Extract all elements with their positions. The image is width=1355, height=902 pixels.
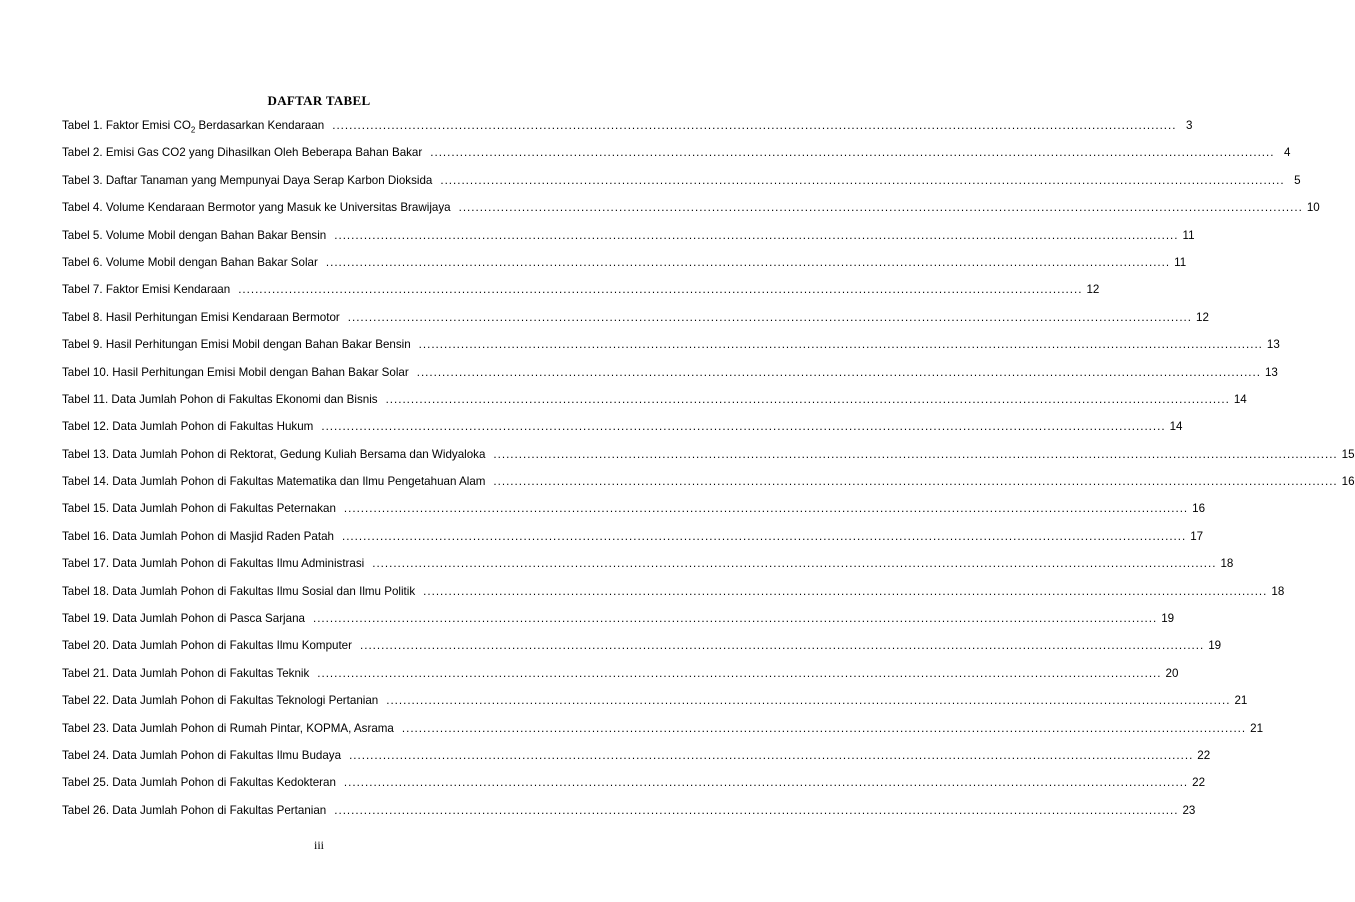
toc-entry-label bbox=[62, 687, 378, 714]
toc-entry bbox=[62, 359, 1278, 386]
toc-entry-label bbox=[62, 304, 340, 331]
toc-entry-label bbox=[62, 797, 326, 824]
toc-entry-page: 10 bbox=[1306, 201, 1320, 215]
toc-entry-page: 22 bbox=[1197, 748, 1211, 762]
toc-entry-page: 13 bbox=[1266, 338, 1280, 352]
toc-entry-page: 14 bbox=[1233, 392, 1247, 406]
toc-entry-label-text: Tabel 13. Data Jumlah Pohon di Rektorat, Gedung Kuliah Bersama dan Widyaloka bbox=[62, 447, 486, 461]
toc-entry-label-text: Tabel 17. Data Jumlah Pohon di Fakultas Ilmu Administrasi bbox=[62, 557, 365, 571]
toc-entry-page: 22 bbox=[1192, 776, 1206, 790]
dot-leader: ........................................................................................................................................................................................................ bbox=[386, 694, 1231, 708]
dot-leader: ........................................................................................................................................................................................................ bbox=[416, 365, 1261, 379]
dot-leader: ........................................................................................................................................................................................................ bbox=[334, 803, 1179, 817]
toc-entry-label-text: Tabel 2. Emisi Gas CO2 yang Dihasilkan Oleh Beberapa Bahan Bakar bbox=[62, 146, 423, 160]
toc-entry-label-text: Berdasarkan Kendaraan bbox=[195, 119, 325, 132]
dot-leader: ........................................................................................................................................................................................................ bbox=[493, 475, 1338, 489]
toc-entry-page: 4 bbox=[1284, 146, 1291, 160]
dot-leader: ........................................................................................................................................................................................................ bbox=[325, 255, 1171, 269]
toc-entry bbox=[62, 769, 1206, 796]
toc-entry-label-text: Tabel 25. Data Jumlah Pohon di Fakultas Kedokteran bbox=[62, 776, 336, 790]
dot-leader: ........................................................................................................................................................................................................ bbox=[334, 228, 1179, 242]
toc-entry-label-text: Tabel 5. Volume Mobil dengan Bahan Bakar Bensin bbox=[62, 228, 327, 242]
toc-entry bbox=[62, 194, 1320, 221]
toc-entry-label bbox=[62, 769, 336, 796]
toc-entry-label bbox=[62, 359, 409, 386]
toc-entry-label bbox=[62, 550, 364, 577]
toc-entry bbox=[62, 276, 1100, 303]
toc-entry-page: 3 bbox=[1186, 119, 1193, 132]
toc-entry-label bbox=[62, 194, 451, 221]
dot-leader: ........................................................................................................................................................................................................ bbox=[321, 420, 1166, 434]
toc-entry-label bbox=[62, 495, 336, 522]
dot-leader: ........................................................................................................................................................................................................ bbox=[317, 666, 1162, 680]
toc-entry bbox=[62, 386, 1247, 413]
toc-entry-label-text: Tabel 24. Data Jumlah Pohon di Fakultas Ilmu Budaya bbox=[62, 748, 342, 762]
dot-leader: ........................................................................................................................................................................................................ bbox=[423, 584, 1268, 598]
dot-leader: ........................................................................................................................................................................................................ bbox=[343, 776, 1189, 790]
toc-entry-label bbox=[62, 139, 422, 166]
toc-entry-page: 5 bbox=[1294, 173, 1301, 187]
toc-entry-page: 19 bbox=[1161, 612, 1175, 626]
toc-entry-subscript: 2 bbox=[190, 125, 196, 135]
table-of-contents bbox=[62, 112, 1355, 824]
toc-entry-label-text: Tabel 11. Data Jumlah Pohon di Fakultas Ekonomi dan Bisnis bbox=[62, 392, 378, 406]
toc-entry-label-text: Tabel 4. Volume Kendaraan Bermotor yang Masuk ke Universitas Brawijaya bbox=[62, 201, 451, 215]
toc-entry bbox=[62, 495, 1206, 522]
toc-entry-page: 23 bbox=[1182, 803, 1196, 817]
page-title: DAFTAR TABEL bbox=[267, 93, 371, 108]
toc-entry bbox=[62, 468, 1355, 495]
page-number: iii bbox=[313, 838, 324, 852]
toc-entry bbox=[62, 523, 1204, 550]
toc-entry bbox=[62, 605, 1175, 632]
dot-leader: ........................................................................................................................................................................................................ bbox=[360, 639, 1205, 653]
toc-entry-label bbox=[62, 413, 313, 440]
toc-entry-page: 12 bbox=[1196, 310, 1209, 324]
dot-leader: ........................................................................................................................................................................................................ bbox=[458, 201, 1303, 215]
dot-leader: ........................................................................................................................................................................................................ bbox=[385, 392, 1230, 406]
toc-entry-page: 18 bbox=[1271, 584, 1285, 598]
toc-entry-page: 12 bbox=[1086, 283, 1100, 297]
toc-entry-page: 19 bbox=[1208, 639, 1222, 653]
toc-entry bbox=[62, 660, 1179, 687]
toc-entry-label-text: Tabel 15. Data Jumlah Pohon di Fakultas Peternakan bbox=[62, 502, 336, 516]
toc-entry bbox=[62, 550, 1234, 577]
dot-leader: ........................................................................................................................................................................................................ bbox=[347, 310, 1192, 324]
toc-entry-label-text: Tabel 16. Data Jumlah Pohon di Masjid Raden Patah bbox=[62, 529, 334, 543]
toc-entry bbox=[62, 687, 1248, 714]
toc-entry-label-text: Tabel 1. Faktor Emisi CO bbox=[62, 119, 191, 132]
dot-leader: ........................................................................................................................................................................................................ bbox=[312, 612, 1158, 626]
toc-entry-label-text: Tabel 8. Hasil Perhitungan Emisi Kendaraan Bermotor bbox=[62, 310, 340, 324]
toc-entry-label bbox=[62, 249, 318, 276]
toc-entry-label bbox=[62, 386, 378, 413]
dot-leader: ........................................................................................................................................................................................................ bbox=[493, 447, 1338, 461]
toc-entry-label bbox=[62, 742, 341, 769]
toc-entry-page: 14 bbox=[1169, 420, 1183, 434]
toc-entry bbox=[62, 797, 1196, 824]
dot-leader: ........................................................................................................................................................................................................ bbox=[349, 748, 1194, 762]
toc-entry bbox=[62, 578, 1285, 605]
dot-leader: ........................................................................................................................................................................................................ bbox=[401, 721, 1247, 735]
toc-entry-label bbox=[62, 331, 411, 358]
toc-entry-label-text: Tabel 18. Data Jumlah Pohon di Fakultas Ilmu Sosial dan Ilmu Politik bbox=[62, 584, 416, 598]
toc-entry-label bbox=[62, 222, 326, 249]
dot-leader: ........................................................................................................................................................................................................ bbox=[372, 557, 1217, 571]
toc-entry-label-text: Tabel 12. Data Jumlah Pohon di Fakultas Hukum bbox=[62, 420, 314, 434]
toc-entry-label bbox=[62, 468, 485, 495]
toc-entry bbox=[62, 222, 1195, 249]
toc-entry-label-text: Tabel 7. Faktor Emisi Kendaraan bbox=[62, 283, 231, 297]
toc-entry bbox=[62, 167, 1301, 194]
toc-entry-label bbox=[62, 523, 334, 550]
toc-entry-label-text: Tabel 21. Data Jumlah Pohon di Fakultas Teknik bbox=[62, 666, 310, 680]
toc-entry-label-text: Tabel 23. Data Jumlah Pohon di Rumah Pintar, KOPMA, Asrama bbox=[62, 721, 394, 735]
toc-entry bbox=[62, 139, 1291, 166]
toc-entry-label-text: Tabel 19. Data Jumlah Pohon di Pasca Sarjana bbox=[62, 612, 305, 626]
toc-entry-label-text: Tabel 10. Hasil Perhitungan Emisi Mobil dengan Bahan Bakar Solar bbox=[62, 365, 409, 379]
toc-entry-page: 16 bbox=[1192, 502, 1206, 516]
dot-leader: ........................................................................................................................................................................................................ bbox=[238, 283, 1083, 297]
toc-entry-label-text: Tabel 22. Data Jumlah Pohon di Fakultas Teknologi Pertanian bbox=[62, 694, 379, 708]
toc-entry-page: 13 bbox=[1264, 365, 1278, 379]
toc-entry-label bbox=[62, 167, 432, 194]
toc-entry-label bbox=[62, 660, 309, 687]
toc-entry bbox=[62, 441, 1355, 468]
toc-entry-label-text: Tabel 26. Data Jumlah Pohon di Fakultas Pertanian bbox=[62, 803, 327, 817]
toc-entry bbox=[62, 249, 1187, 276]
toc-entry-label-text: Tabel 9. Hasil Perhitungan Emisi Mobil dengan Bahan Bakar Bensin bbox=[62, 338, 411, 352]
toc-entry-label-text: Tabel 14. Data Jumlah Pohon di Fakultas Matematika dan Ilmu Pengetahuan Alam bbox=[62, 475, 486, 489]
toc-entry-page: 11 bbox=[1182, 228, 1195, 242]
toc-entry-page: 17 bbox=[1190, 529, 1204, 543]
dot-leader: ........................................................................................................................................................................................................ bbox=[332, 119, 1177, 132]
toc-entry-label-text: Tabel 20. Data Jumlah Pohon di Fakultas Ilmu Komputer bbox=[62, 639, 352, 653]
dot-leader: ........................................................................................................................................................................................................ bbox=[341, 529, 1187, 543]
toc-entry-label bbox=[62, 276, 230, 303]
toc-entry-page: 11 bbox=[1174, 255, 1187, 269]
toc-entry bbox=[62, 632, 1222, 659]
toc-entry-label-text: Tabel 6. Volume Mobil dengan Bahan Bakar Solar bbox=[62, 255, 318, 269]
dot-leader: ........................................................................................................................................................................................................ bbox=[430, 146, 1275, 160]
toc-entry bbox=[62, 413, 1183, 440]
toc-entry-label bbox=[62, 715, 394, 742]
dot-leader: ........................................................................................................................................................................................................ bbox=[418, 338, 1263, 352]
toc-entry bbox=[62, 304, 1209, 331]
toc-entry bbox=[62, 112, 1193, 139]
toc-entry-label bbox=[62, 632, 352, 659]
toc-entry-page: 20 bbox=[1165, 666, 1179, 680]
toc-entry-page: 18 bbox=[1220, 557, 1234, 571]
toc-entry-label bbox=[62, 578, 415, 605]
toc-entry bbox=[62, 742, 1211, 769]
toc-entry-page: 21 bbox=[1234, 694, 1248, 708]
toc-entry-page: 16 bbox=[1341, 475, 1355, 489]
toc-entry-label bbox=[62, 605, 305, 632]
toc-entry-label bbox=[62, 441, 485, 468]
toc-entry bbox=[62, 331, 1280, 358]
dot-leader: ........................................................................................................................................................................................................ bbox=[440, 173, 1285, 187]
toc-entry bbox=[62, 715, 1264, 742]
toc-entry-page: 21 bbox=[1250, 721, 1264, 735]
dot-leader: ........................................................................................................................................................................................................ bbox=[343, 502, 1189, 516]
toc-entry-page: 15 bbox=[1341, 447, 1355, 461]
toc-entry-label-text: Tabel 3. Daftar Tanaman yang Mempunyai Daya Serap Karbon Dioksida bbox=[62, 173, 433, 187]
